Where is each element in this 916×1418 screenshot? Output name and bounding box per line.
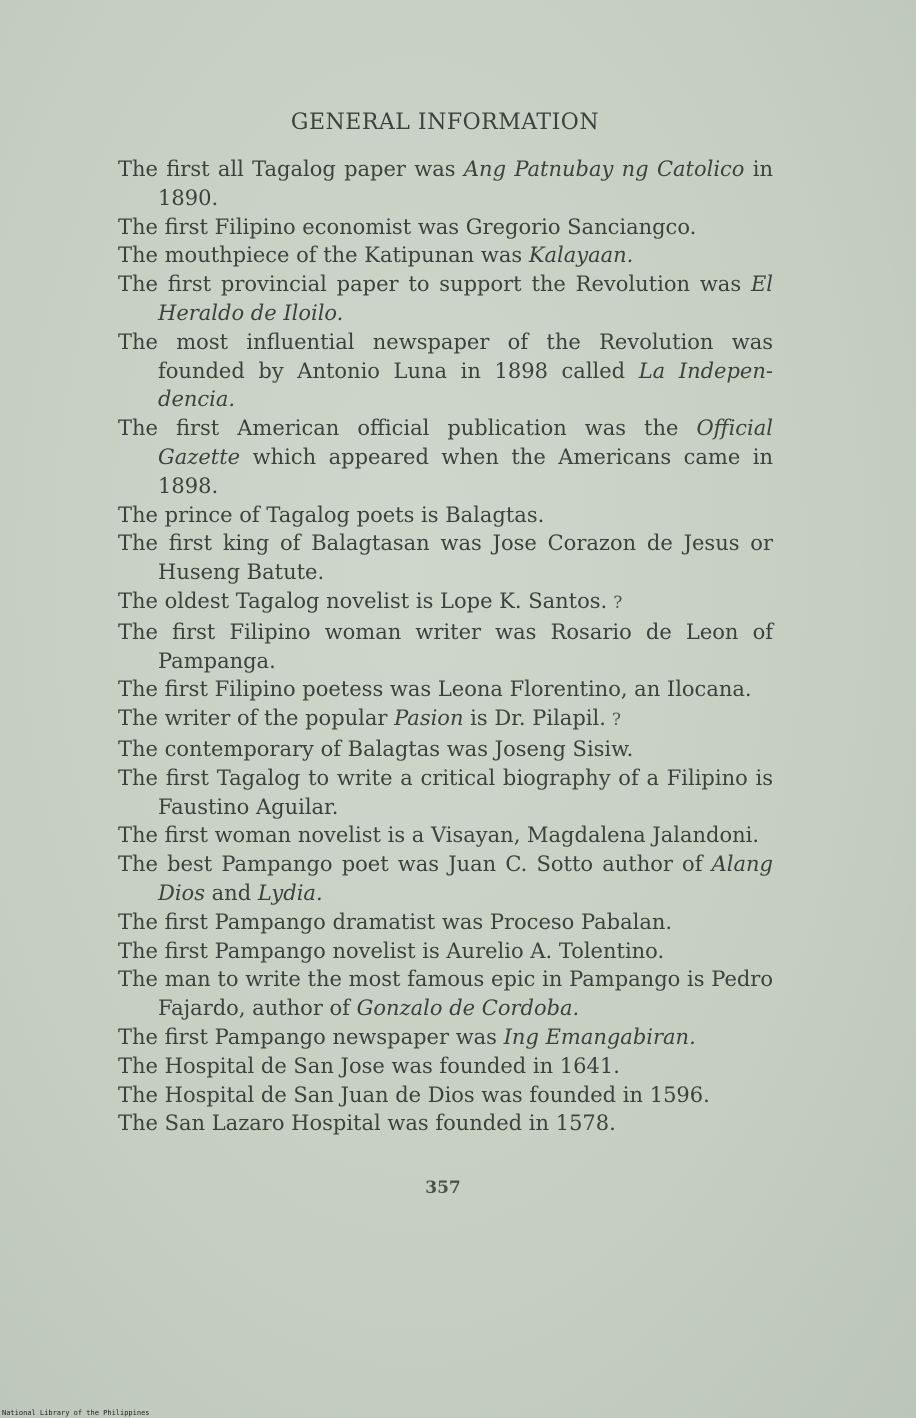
list-item: The oldest Tagalog novelist is Lope K. Santos. ? <box>118 588 623 613</box>
list-item: The first Filipino woman writer was Rosario de Leon of Pampanga. <box>118 619 773 673</box>
list-item: The first provincial paper to support the Revolution was El Heraldo de Iloilo. <box>118 272 773 325</box>
list-item: The first Pampango dramatist was Proceso Pabalan. <box>118 909 673 934</box>
list-item: The first Filipino economist was Gregorio Sanciangco. <box>118 214 697 239</box>
list-item: The first king of Balagtasan was Jose Corazon de Jesus or Huseng Batute. <box>118 531 773 585</box>
list-item: The first all Tagalog paper was Ang Patnubay ng Catolico in 1890. <box>118 157 774 210</box>
list-item: The mouthpiece of the Katipunan was Kalayaan. <box>118 243 634 268</box>
list-item: The first Pampango novelist is Aurelio A. Tolentino. <box>118 938 665 963</box>
page-number: 357 <box>425 1178 461 1198</box>
list-item: The best Pampango poet was Juan C. Sotto author of Alang Dios and Lydia. <box>118 852 773 905</box>
list-item: The Hospital de San Jose was founded in 1641. <box>118 1053 620 1078</box>
list-item: The first Pampango newspaper was Ing Emangabiran. <box>118 1024 696 1049</box>
page-title: GENERAL INFORMATION <box>290 110 600 135</box>
list-item: The San Lazaro Hospital was founded in 1578. <box>118 1111 616 1136</box>
list-item: The most influential newspaper of the Revolution was founded by Antonio Luna in 1898 called La Independencia. <box>118 329 773 412</box>
list-item: The first Filipino poetess was Leona Florentino, an Ilocana. <box>118 677 752 702</box>
list-item: The prince of Tagalog poets is Balagtas. <box>118 502 545 527</box>
handwritten-mark: ? <box>611 710 622 731</box>
list-item: The first American official publication was the Official Gazette which appeared when the Americans came in 1898. <box>118 416 773 498</box>
handwritten-mark: ? <box>613 592 623 613</box>
library-watermark: National Library of the Philippines <box>2 1409 150 1417</box>
list-item: The first woman novelist is a Visayan, Magdalena Jalandoni. <box>118 823 760 848</box>
entry-list <box>118 155 773 1138</box>
list-item: The first Tagalog to write a critical biography of a Filipino is Faustino Aguilar. <box>118 765 773 819</box>
list-item: The Hospital de San Juan de Dios was founded in 1596. <box>118 1082 710 1107</box>
list-item: The writer of the popular Pasion is Dr. Pilapil. ? <box>118 706 622 731</box>
list-item: The contemporary of Balagtas was Joseng Sisiw. <box>118 736 634 761</box>
list-item: The man to write the most famous epic in Pampango is Pedro Fajardo, author of Gonzalo de Cordoba. <box>118 967 773 1021</box>
